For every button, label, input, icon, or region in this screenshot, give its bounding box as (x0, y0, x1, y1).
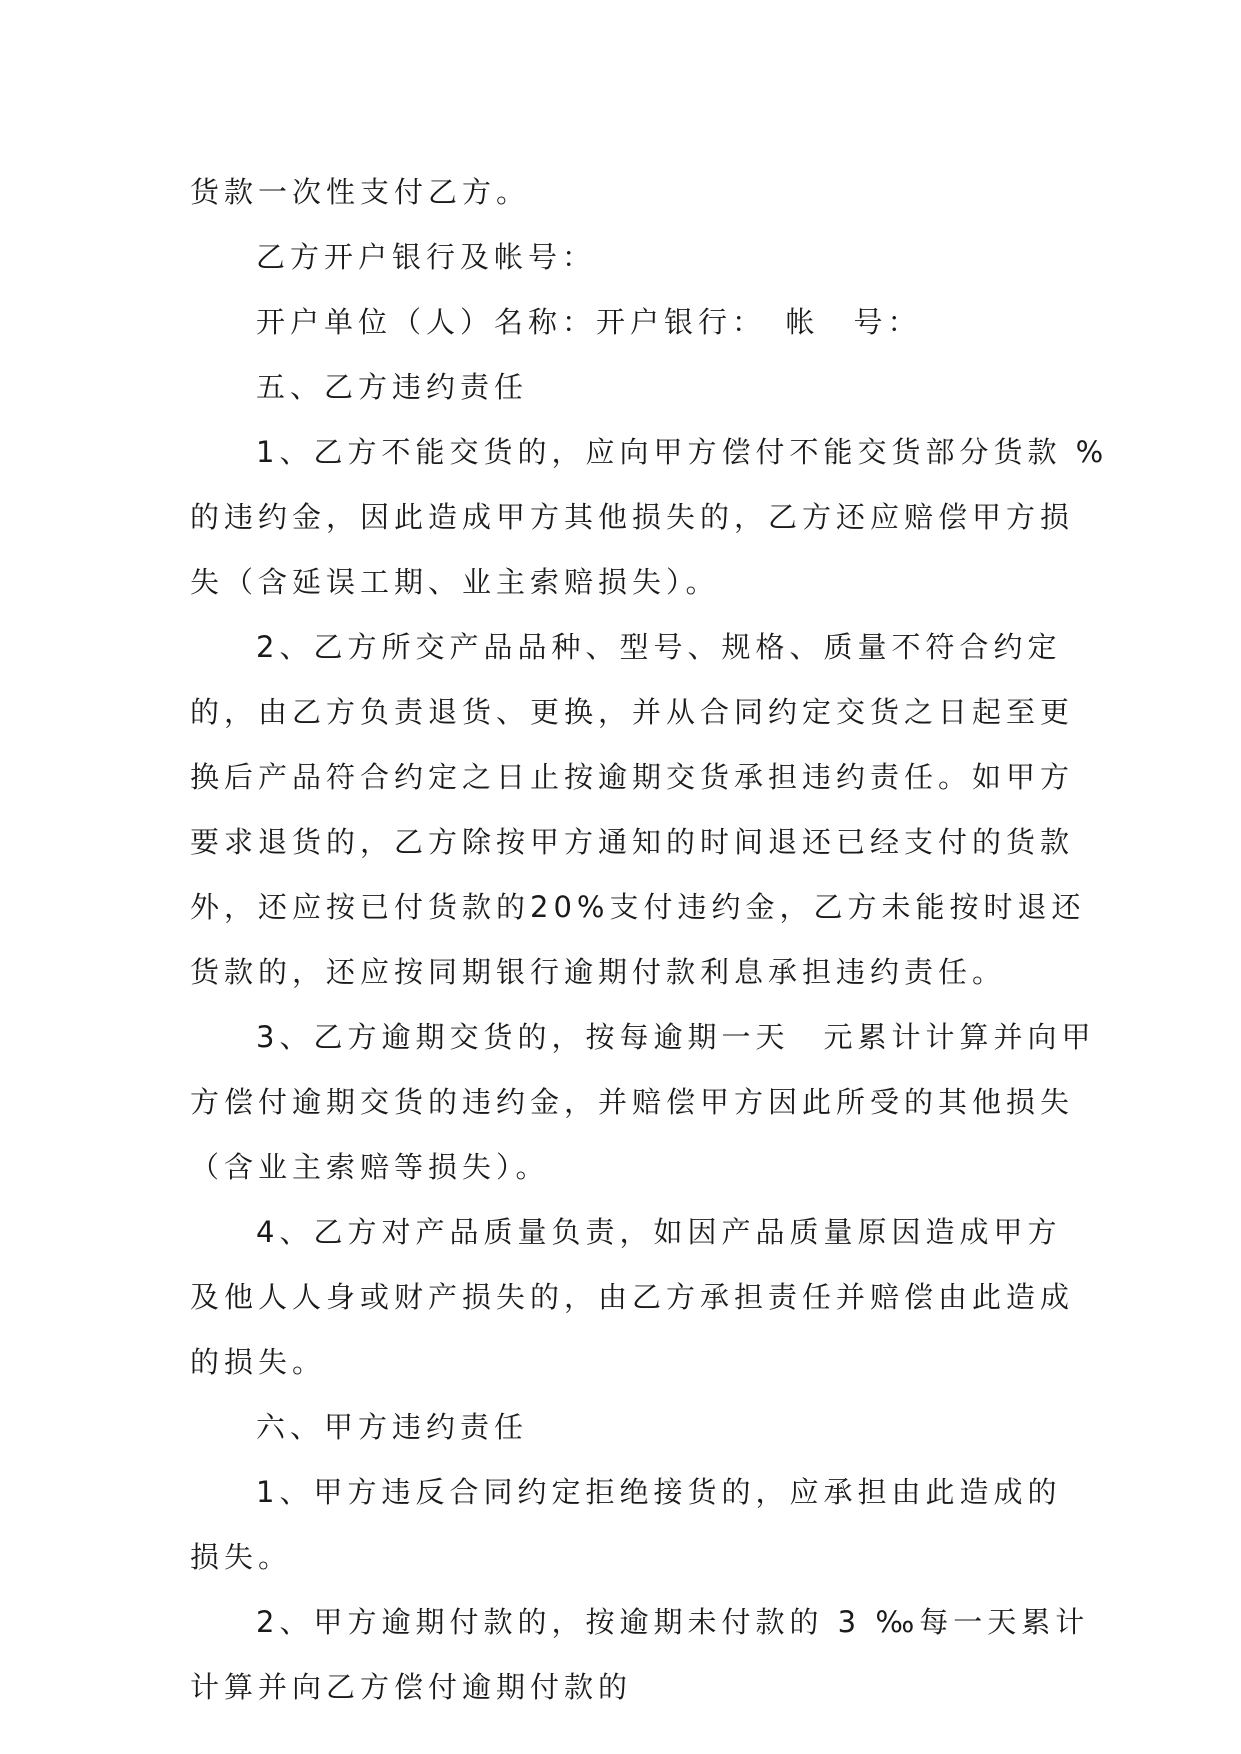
contract-body (190, 160, 1109, 1720)
text-line: 货款一次性支付乙方。 (190, 175, 531, 209)
text-line: 计算并向乙方偿付逾期付款的 (190, 1670, 633, 1704)
text-line: 4、乙方对产品质量负责，如因产品质量原因造成甲方 (256, 1215, 1062, 1249)
text-line: 的，由乙方负责退货、更换，并从合同约定交货之日起至更 (190, 695, 1075, 729)
text-line: 3、乙方逾期交货的，按每逾期一天 元累计计算并向甲 (256, 1020, 1096, 1054)
text-line: 失（含延误工期、业主索赔损失）。 (190, 565, 720, 599)
text-line: 1、甲方违反合同约定拒绝接货的，应承担由此造成的 (256, 1475, 1062, 1509)
text-line: 要求退货的，乙方除按甲方通知的时间退还已经支付的货款 (190, 825, 1075, 859)
text-line: 损失。 (190, 1540, 293, 1574)
text-line: 的损失。 (190, 1345, 327, 1379)
text-line: 外，还应按已付货款的20%支付违约金，乙方未能按时退还 (190, 890, 1086, 924)
text-line: 货款的，还应按同期银行逾期付款利息承担违约责任。 (190, 955, 1007, 989)
text-line: 2、乙方所交产品品种、型号、规格、质量不符合约定 (256, 630, 1062, 664)
text-line: 的违约金，因此造成甲方其他损失的，乙方还应赔偿甲方损 (190, 500, 1075, 534)
text-line: （含业主索赔等损失）。 (190, 1150, 550, 1184)
section-heading: 六、甲方违约责任 (256, 1410, 529, 1444)
text-line: 换后产品符合约定之日止按逾期交货承担违约责任。如甲方 (190, 760, 1075, 794)
text-line: 开户单位（人）名称：开户银行： 帐 号： (256, 305, 922, 339)
text-line: 乙方开户银行及帐号： (256, 240, 597, 274)
text-line: 方偿付逾期交货的违约金，并赔偿甲方因此所受的其他损失 (190, 1085, 1075, 1119)
text-line: 2、甲方逾期付款的，按逾期未付款的 3 ‰每一天累计 (256, 1605, 1090, 1639)
text-line: 及他人人身或财产损失的，由乙方承担责任并赔偿由此造成 (190, 1280, 1075, 1314)
text-line: 1、乙方不能交货的，应向甲方偿付不能交货部分货款 % (256, 435, 1109, 469)
section-heading: 五、乙方违约责任 (256, 370, 529, 404)
